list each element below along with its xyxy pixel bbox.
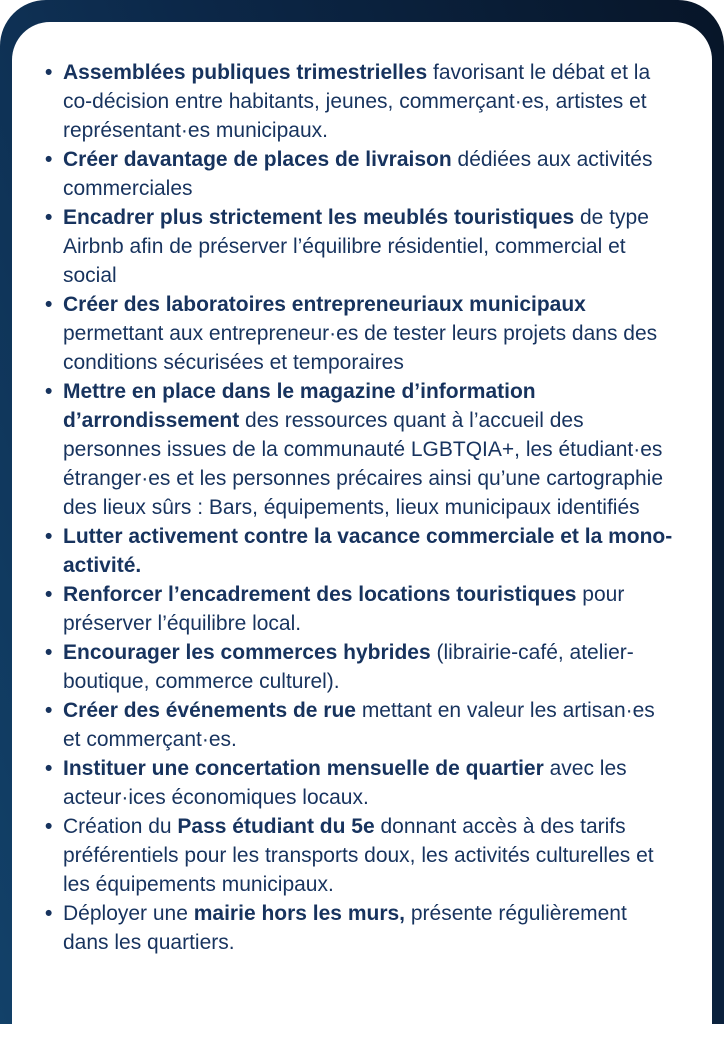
list-item: [45, 754, 677, 812]
item-text: présente régulièrement dans les quartiers.: [63, 902, 627, 954]
item-text-bold: mairie hors les murs,: [193, 902, 406, 925]
item-text: Déployer une: [63, 902, 194, 925]
item-text-bold: Assemblées publiques trimestrielles: [63, 61, 428, 84]
list-item: [45, 145, 677, 203]
list-item: [45, 580, 677, 638]
list-item: [45, 812, 677, 899]
item-text-bold: Créer davantage de places de livraison: [63, 148, 452, 171]
item-text: dédiées aux activités commerciales: [63, 148, 653, 200]
item-text-bold: Encadrer plus strictement les meublés touristiques: [63, 206, 575, 229]
proposal-list: [12, 22, 703, 957]
item-text-bold: Instituer une concertation mensuelle de quartier: [63, 757, 544, 780]
list-item: [45, 696, 677, 754]
list-item: [45, 58, 677, 145]
item-text: des ressources quant à l’accueil des personnes issues de la communauté LGBTQIA+, les étudiant·es étranger·es et les personnes précaires ainsi qu’une cartographie des lieux sûrs : Bars, équipements, lieux municipaux identifiés: [63, 409, 664, 519]
item-text-bold: Créer des laboratoires entrepreneuriaux municipaux: [63, 293, 586, 316]
content-card: [12, 22, 712, 1064]
list-item: [45, 377, 677, 522]
item-text: donnant accès à des tarifs préférentiels pour les transports doux, les activités culturelles et les équipements municipaux.: [63, 815, 654, 896]
item-text: favorisant le débat et la co-décision entre habitants, jeunes, commerçant·es, artistes et représentant·es municipaux.: [63, 61, 651, 142]
item-text-bold: Encourager les commerces hybrides: [63, 641, 431, 664]
item-text-bold: Pass étudiant du 5e: [177, 815, 375, 838]
list-item: [45, 899, 677, 957]
list-item: [45, 290, 677, 377]
list-item: [45, 522, 677, 580]
item-text-bold: Mettre en place dans le magazine d’information d’arrondissement: [63, 380, 536, 432]
list-item: [45, 203, 677, 290]
item-text: avec les acteur·ices économiques locaux.: [63, 757, 627, 809]
item-text-bold: Lutter activement contre la vacance commerciale et la mono-activité.: [63, 525, 673, 577]
item-text: pour préserver l’équilibre local.: [63, 583, 625, 635]
item-text-bold: Créer des événements de rue: [63, 699, 356, 722]
item-text: permettant aux entrepreneur·es de tester leurs projets dans des conditions sécurisées et temporaires: [63, 322, 658, 374]
item-text: Création du: [63, 815, 178, 838]
item-text: (librairie-café, atelier-boutique, commerce culturel).: [63, 641, 634, 693]
item-text: mettant en valeur les artisan·es et commerçant·es.: [63, 699, 655, 751]
item-text: de type Airbnb afin de préserver l’équilibre résidentiel, commercial et social: [63, 206, 649, 287]
item-text-bold: Renforcer l’encadrement des locations touristiques: [63, 583, 577, 606]
list-item: [45, 638, 677, 696]
